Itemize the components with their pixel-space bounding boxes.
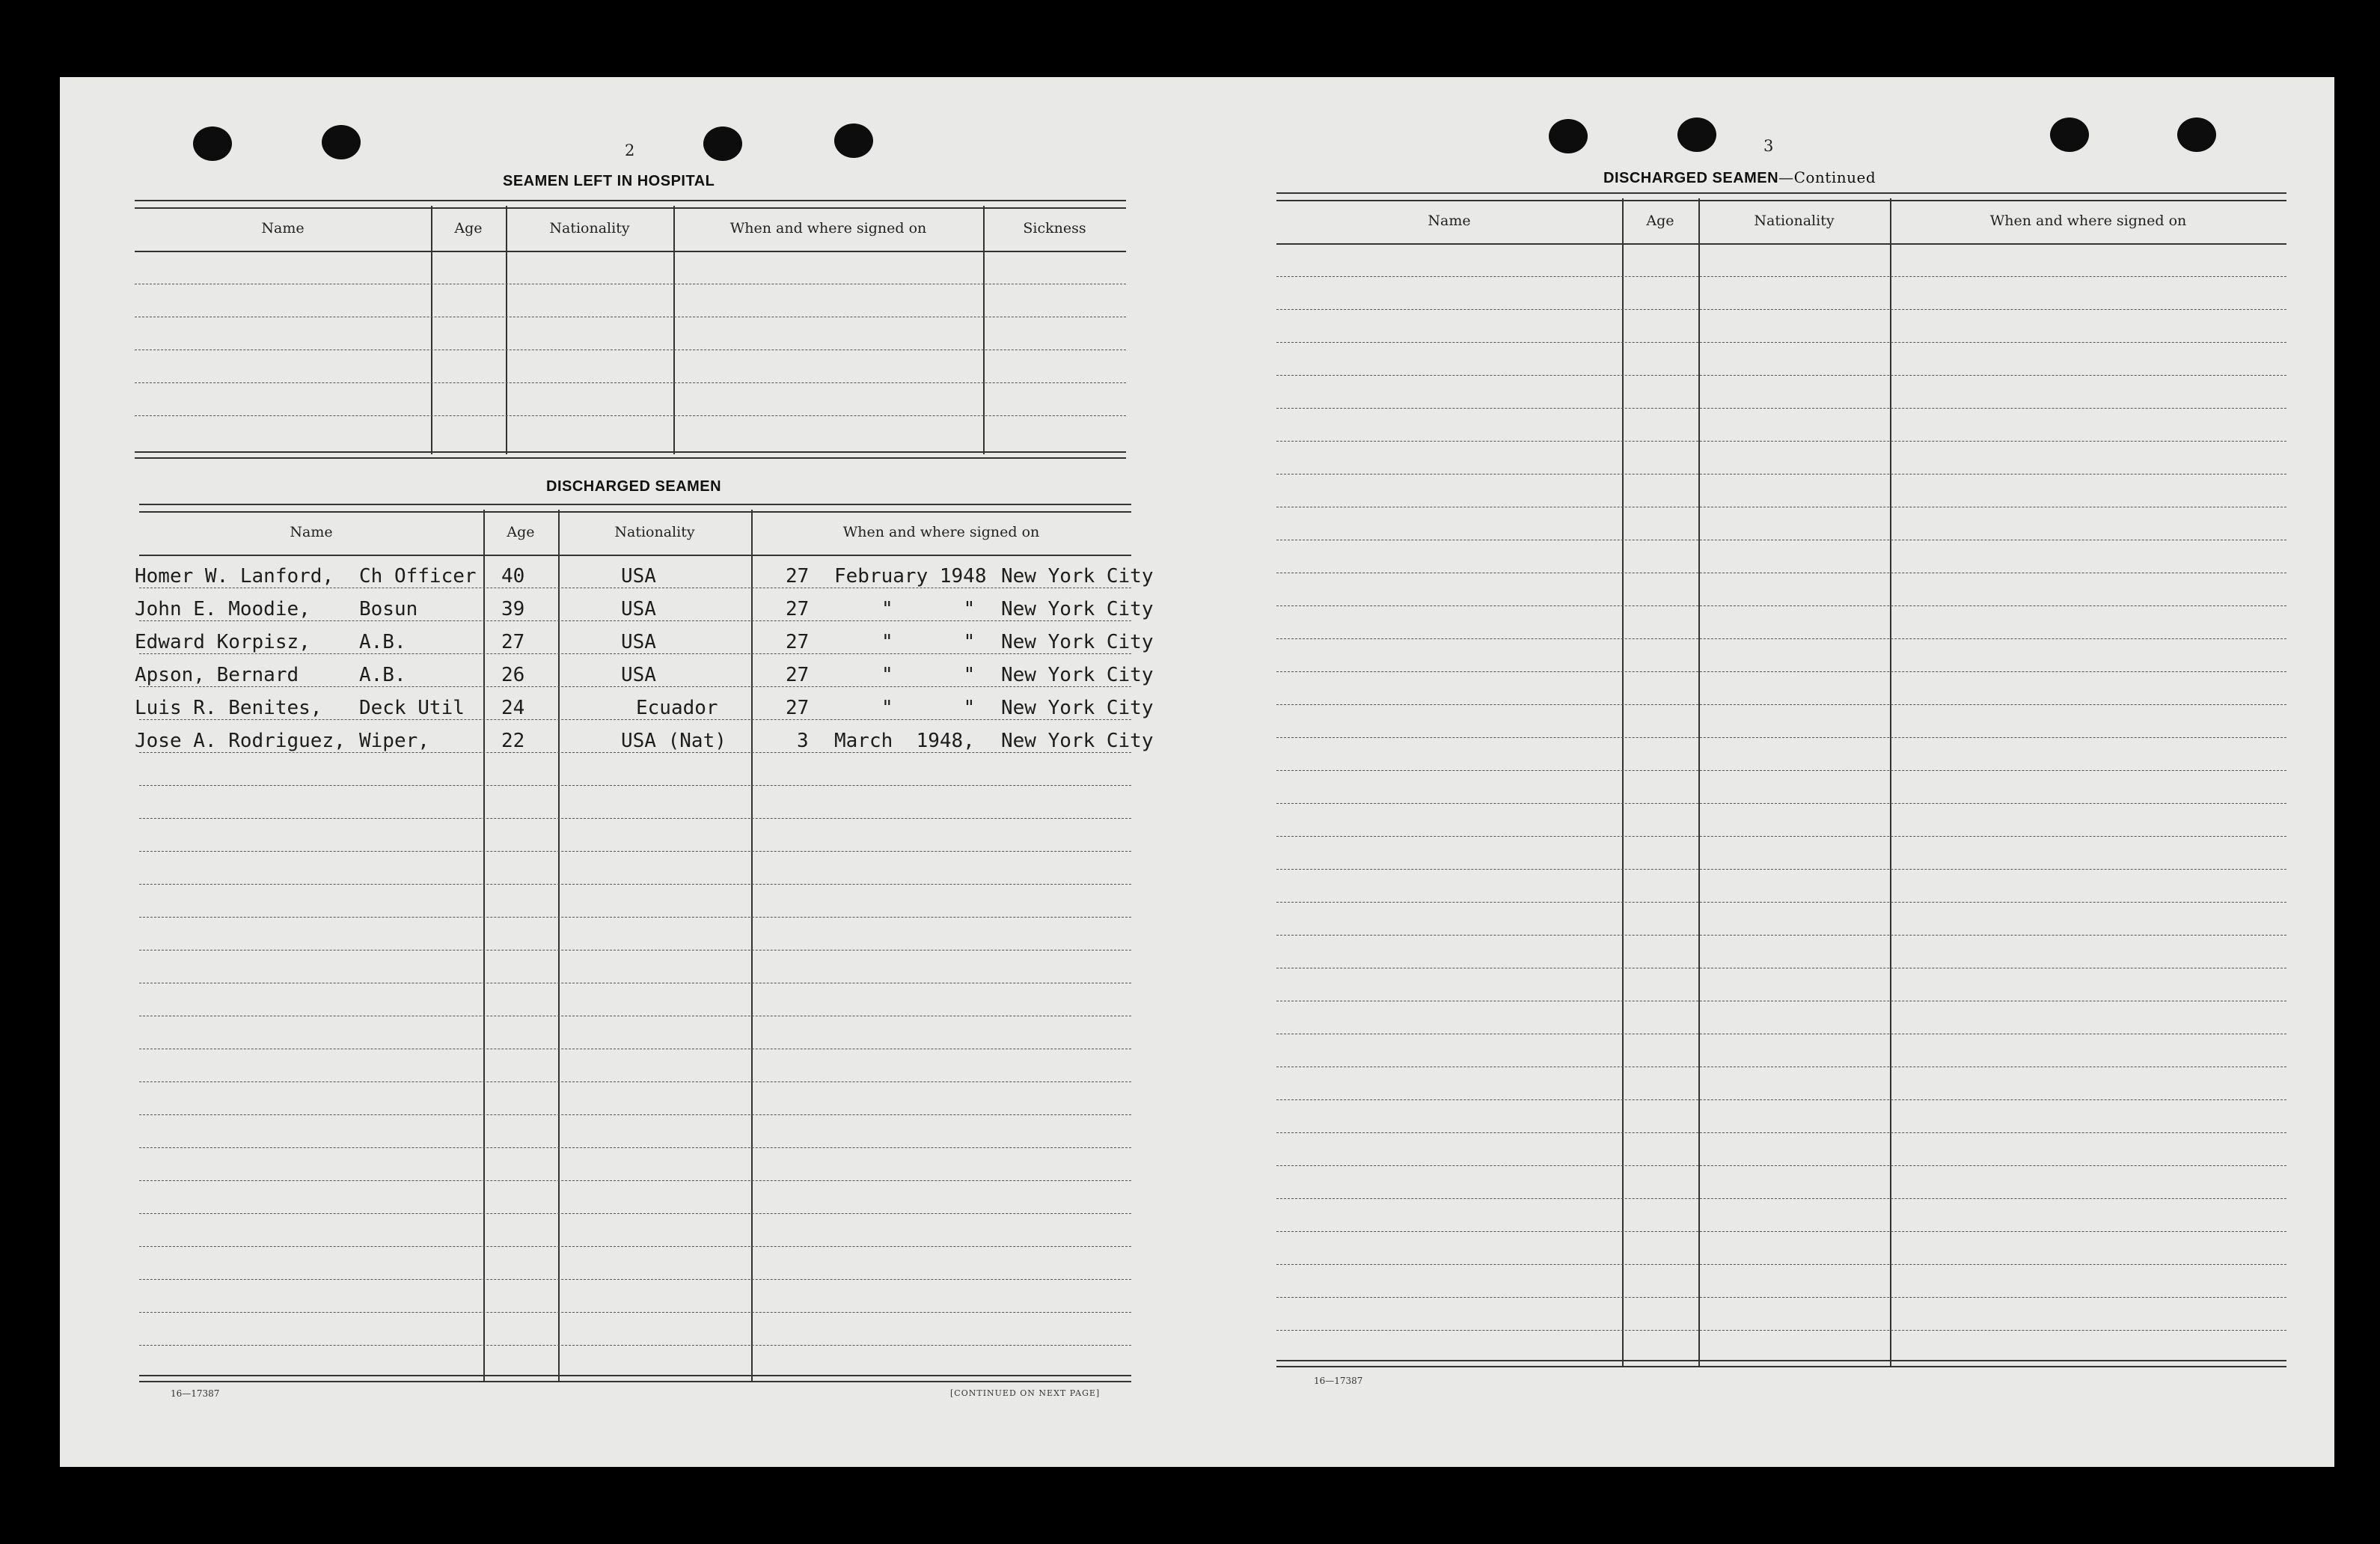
continued-table: [1276, 192, 2286, 1370]
cell-name: Jose A. Rodriguez,: [135, 730, 346, 752]
hospital-section-title: SEAMEN LEFT IN HOSPITAL: [503, 173, 715, 189]
cell-rating: Bosun: [359, 598, 418, 620]
column-header-when-where: When and where signed on: [729, 220, 927, 237]
cell-age: 22: [501, 730, 525, 752]
cell-name: Apson, Bernard: [135, 664, 299, 686]
cell-nationality: USA: [621, 598, 656, 620]
ruled-line: [1276, 276, 2286, 277]
cell-nationality: USA: [621, 631, 656, 653]
ruled-line: [1276, 869, 2286, 870]
form-number: 16—17387: [1314, 1376, 1363, 1386]
ruled-line: [139, 884, 1131, 885]
table-bottom-rule: [139, 1375, 1131, 1382]
cell-age: 26: [501, 664, 525, 686]
ruled-line: [1276, 638, 2286, 639]
title-suffix: —Continued: [1778, 168, 1876, 186]
ruled-line: [1276, 1231, 2286, 1232]
column-header-nationality: Nationality: [1754, 213, 1835, 229]
column-header-name: Name: [290, 524, 333, 540]
ruled-line: [139, 785, 1131, 786]
cell-day: 3: [797, 730, 809, 752]
cell-place: New York City: [1001, 697, 1154, 719]
hospital-table: [135, 200, 1126, 459]
cell-nationality: Ecuador: [636, 697, 718, 719]
ruled-line: [1276, 770, 2286, 771]
punch-hole: [193, 126, 232, 161]
ruled-line: [1276, 836, 2286, 837]
ruled-line: [1276, 474, 2286, 475]
ruled-line: [1276, 605, 2286, 606]
cell-month-year: March 1948,: [834, 730, 975, 752]
ruled-line: [139, 686, 1131, 687]
ruled-line: [139, 1345, 1131, 1346]
punch-hole: [2050, 118, 2089, 152]
cell-age: 39: [501, 598, 525, 620]
ruled-line: [1276, 342, 2286, 343]
ruled-line: [139, 1180, 1131, 1181]
cell-rating: A.B.: [359, 664, 406, 686]
column-header-name: Name: [1428, 213, 1471, 229]
column-header-when-where: When and where signed on: [842, 524, 1040, 540]
continued-section-title: [1603, 168, 1876, 187]
ruled-line: [139, 917, 1131, 918]
cell-day: 27: [786, 598, 810, 620]
ruled-line: [1276, 1264, 2286, 1265]
page-number: 2: [625, 141, 635, 159]
cell-month-year: " ": [881, 631, 976, 653]
title-main: DISCHARGED SEAMEN: [1603, 170, 1779, 186]
ruled-line: [139, 620, 1131, 621]
column-header-age: Age: [454, 220, 483, 237]
ruled-line: [139, 851, 1131, 852]
ruled-line: [139, 1246, 1131, 1247]
ruled-line: [1276, 671, 2286, 672]
punch-hole: [834, 123, 873, 158]
punch-hole: [2177, 118, 2216, 152]
ruled-line: [1276, 1165, 2286, 1166]
cell-month-year: February 1948: [834, 565, 987, 588]
ruled-line: [1276, 1132, 2286, 1133]
page-number: 3: [1763, 137, 1774, 155]
ruled-line: [139, 1279, 1131, 1280]
discharged-section-title: DISCHARGED SEAMEN: [546, 478, 722, 495]
cell-place: New York City: [1001, 598, 1154, 620]
ruled-line: [1276, 1198, 2286, 1199]
column-header-age: Age: [1646, 213, 1674, 229]
ruled-line: [1276, 704, 2286, 705]
cell-rating: Wiper,: [359, 730, 429, 752]
cell-rating: A.B.: [359, 631, 406, 653]
cell-name: John E. Moodie,: [135, 598, 310, 620]
cell-place: New York City: [1001, 565, 1154, 588]
cell-name: Homer W. Lanford,: [135, 565, 334, 588]
ruled-line: [1276, 737, 2286, 738]
ruled-line: [139, 818, 1131, 819]
cell-nationality: USA: [621, 565, 656, 588]
cell-rating: Deck Util: [359, 697, 465, 719]
column-header-nationality: Nationality: [549, 220, 630, 237]
document-sheet: [60, 77, 2334, 1467]
column-header-when-where: When and where signed on: [1989, 213, 2187, 229]
ruled-line: [1276, 803, 2286, 804]
table-bottom-rule: [1276, 1360, 2286, 1367]
cell-name: Edward Korpisz,: [135, 631, 310, 653]
ruled-line: [1276, 1099, 2286, 1100]
cell-month-year: " ": [881, 664, 976, 686]
cell-place: New York City: [1001, 631, 1154, 653]
cell-day: 27: [786, 697, 810, 719]
cell-month-year: " ": [881, 598, 976, 620]
ruled-line: [1276, 1297, 2286, 1298]
ruled-line: [139, 719, 1131, 720]
punch-hole: [703, 126, 742, 161]
cell-age: 24: [501, 697, 525, 719]
ruled-line: [1276, 375, 2286, 376]
cell-nationality: USA: [621, 664, 656, 686]
punch-hole: [1549, 119, 1588, 153]
ruled-line: [139, 752, 1131, 753]
form-number: 16—17387: [171, 1388, 220, 1399]
cell-age: 40: [501, 565, 525, 588]
ruled-line: [1276, 902, 2286, 903]
cell-place: New York City: [1001, 664, 1154, 686]
punch-hole: [1677, 118, 1716, 152]
ruled-line: [1276, 935, 2286, 936]
punch-hole: [322, 125, 361, 159]
cell-age: 27: [501, 631, 525, 653]
column-header-sickness: Sickness: [1023, 220, 1086, 237]
continued-note: [CONTINUED ON NEXT PAGE]: [950, 1388, 1101, 1398]
cell-day: 27: [786, 565, 810, 588]
ruled-line: [139, 1147, 1131, 1148]
ruled-line: [139, 1114, 1131, 1115]
ruled-line: [1276, 441, 2286, 442]
ruled-line: [139, 1213, 1131, 1214]
cell-day: 27: [786, 664, 810, 686]
ruled-line: [139, 1312, 1131, 1313]
cell-month-year: " ": [881, 697, 976, 719]
ruled-line: [1276, 309, 2286, 310]
column-header-age: Age: [507, 524, 535, 540]
ruled-line: [1276, 408, 2286, 409]
cell-rating: Ch Officer: [359, 565, 477, 588]
cell-nationality: USA (Nat): [621, 730, 726, 752]
ruled-line: [139, 653, 1131, 654]
ruled-line: [139, 1081, 1131, 1082]
cell-name: Luis R. Benites,: [135, 697, 322, 719]
ruled-line: [1276, 1330, 2286, 1331]
cell-day: 27: [786, 631, 810, 653]
column-header-nationality: Nationality: [614, 524, 695, 540]
column-header-name: Name: [261, 220, 305, 237]
cell-place: New York City: [1001, 730, 1154, 752]
